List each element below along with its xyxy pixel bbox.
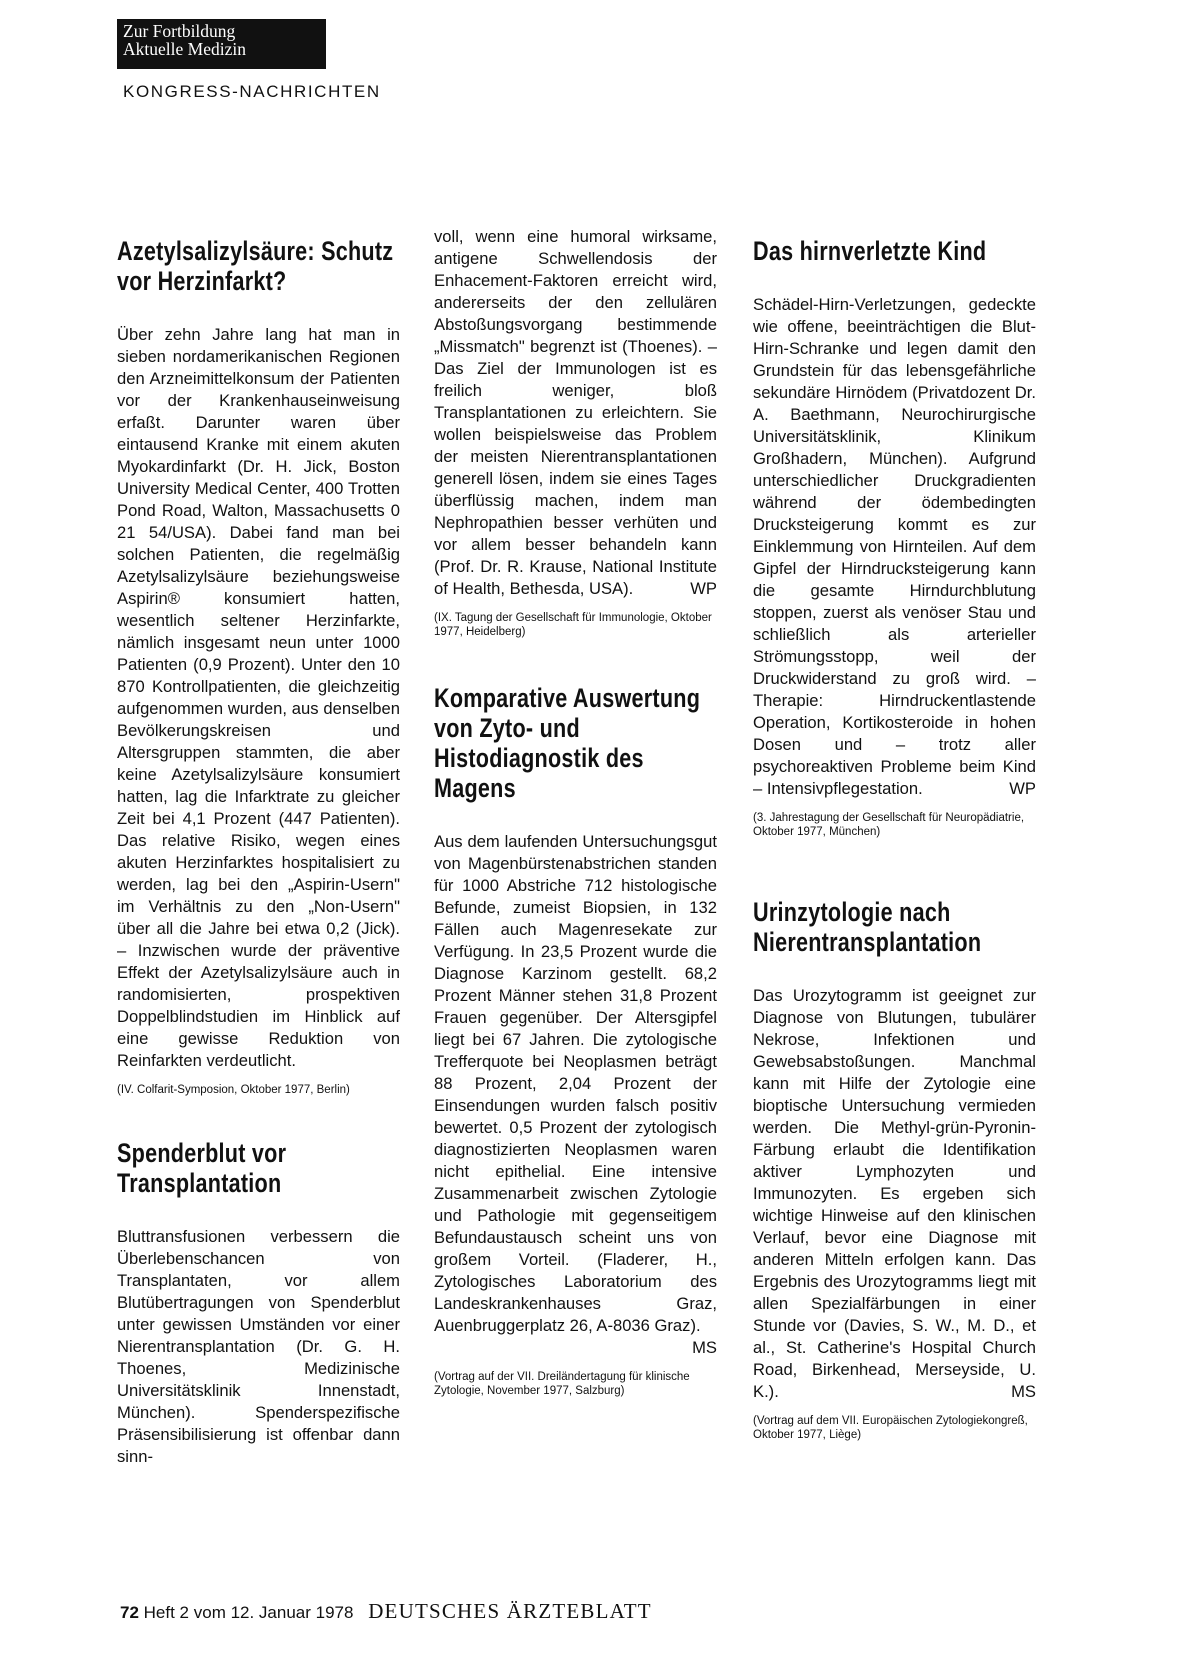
article-title-spenderblut: Spenderblut vor Transplantation — [117, 1137, 287, 1198]
article-title-hirnverletzt: Das hirnverletzte Kind — [753, 236, 987, 266]
author-signature: MS — [692, 1338, 717, 1357]
page-number: 72 — [120, 1603, 139, 1622]
article-source-hirnverletzt: (3. Jahrestagung der Gesellschaft für Neuropädiatrie, Oktober 1977, München) — [753, 812, 1025, 838]
journal-name: DEUTSCHES ÄRZTEBLATT — [368, 1599, 652, 1623]
column-2 — [434, 226, 717, 1398]
badge-line-1: Zur Fortbildung — [123, 21, 236, 41]
author-signature: WP — [1009, 779, 1036, 798]
page-footer — [120, 1599, 652, 1624]
article-body-hirnverletzt: Schädel-Hirn-Verletzungen, gedeckte wie offene, beeinträchtigen die Blut-Hirn-Schranke und legen damit den Grundstein für das lebensgefährliche sekundäre Hirnödem (Privatdozent Dr. A. Baethmann, Neurochirurgische Universitätsklinik, Klinikum Großhadern, München). Aufgrund unterschiedlicher Druckgradienten während der ödembedingten Drucksteigerung kommt es zur Einklemmung von Hirnteilen. Auf dem Gipfel der Hirndrucksteigerung kann die gesamte Hirndurchblutung stoppen, zuerst als venöser Stau und schließlich als arterieller Strömungsstopp, weil der Druckwiderstand zu groß wird. – Therapie: Hirndruckentlastende Operation, Kortikosteroide in hohen Dosen und – trotz aller psychoreaktiven Probleme beim Kind – Intensivpflegestation. WP — [753, 295, 1036, 798]
article-body-magen: Aus dem laufenden Untersuchungsgut von Magenbürstenabstrichen standen für 1000 Abstriche 712 histologische Befunde, zumeist Biopsien, in 132 Fällen auch Magenresekate zur Verfügung. In 23,5 Prozent wurde die Diagnose Karzinom gestellt. 68,2 Prozent Männer stehen 31,8 Prozent Frauen gegenüber. Der Altersgipfel liegt bei 67 Jahren. Die zytologische Trefferquote bei Neoplasmen beträgt 88 Prozent, 2,04 Prozent der Einsendungen wurden falsch positiv bewertet. 0,5 Prozent der zytologisch diagnostizierten Neoplasmen waren nicht epithelial. Eine intensive Zusammenarbeit zwischen Zytologie und Pathologie mit gegenseitigem Befundaustausch scheint uns von großem Vorteil. (Fladerer, H., Zytologisches Laboratorium des Landeskrankenhauses Graz, Auenbruggerplatz 26, A-8036 Graz). MS — [434, 832, 717, 1357]
article-source-urinzytologie: (Vortrag auf dem VII. Europäischen Zytologiekongreß, Oktober 1977, Liège) — [753, 1415, 1028, 1441]
category-badge — [117, 19, 326, 69]
column-3 — [753, 236, 1036, 1442]
article-source-magen: (Vortrag auf der VII. Dreiländertagung für klinische Zytologie, November 1977, Salzburg) — [434, 1371, 690, 1397]
article-title-urinzytologie: Urinzytologie nach Nierentransplantation — [753, 897, 982, 957]
badge-line-2: Aktuelle Medizin — [123, 39, 246, 59]
author-signature: WP — [690, 579, 717, 598]
section-heading: KONGRESS-NACHRICHTEN — [123, 82, 381, 101]
author-signature: MS — [1011, 1382, 1036, 1401]
article-body-spenderblut: Bluttransfusionen verbessern die Überlebenschancen von Transplantaten, vor allem Blutübertragungen von Spenderblut unter gewissen Umständen vor einer Nierentransplantation (Dr. G. H. Thoenes, Medizinische Universitätsklinik Innenstadt, München). Spenderspezifische Präsensibilisierung ist offenbar dann sinn- — [117, 1226, 400, 1466]
issue-info: Heft 2 vom 12. Januar 1978 — [143, 1603, 354, 1622]
article-body-aspirin: Über zehn Jahre lang hat man in sieben nordamerikanischen Regionen den Arzneimittelkonsum der Patienten vor der Krankenhauseinweisung erfaßt. Darunter waren über eintausend Kranke mit einem akuten Myokardinfarkt (Dr. H. Jick, Boston University Medical Center, 400 Trotten Pond Road, Walton, Massachusetts 0 21 54/USA). Dabei fand man bei solchen Patienten, die regelmäßig Azetylsalizylsäure beziehungsweise Aspirin® konsumiert hatten, wesentlich seltener Herzinfarkte, nämlich insgesamt neun unter 1000 Patienten (0,9 Prozent). Unter den 10 870 Kontrollpatienten, die gleichzeitig aufgenommen wurden, aus denselben Bevölkerungskreisen und Altersgruppen stammten, die aber keine Azetylsalizylsäure konsumiert hatten, lag die Infarktrate zu gleicher Zeit bei 4,1 Prozent (447 Patienten). Das relative Risiko, wegen eines akuten Herzinfarktes hospitalisiert zu werden, lag bei den „Aspirin-Usern" im Verhältnis zu den „Non-Usern" über all die Jahre bei etwa 0,2 (Jick). – Inzwischen wurde der präventive Effekt der Azetylsalizylsäure auch in randomisierten, prospektiven Doppelblindstudien im Hinblick auf eine gewisse Reduktion von Reinfarkten verdeutlicht. — [117, 325, 400, 1070]
article-title-aspirin: Azetylsalizylsäure: Schutz vor Herzinfarkt? — [117, 236, 394, 296]
article-source-aspirin: (IV. Colfarit-Symposion, Oktober 1977, Berlin) — [117, 1084, 350, 1096]
article-source-spenderblut: (IX. Tagung der Gesellschaft für Immunologie, Oktober 1977, Heidelberg) — [434, 612, 712, 638]
article-body-spenderblut-continued: voll, wenn eine humoral wirksame, antigene Schwellendosis der Enhacement-Faktoren erreicht wird, andererseits der den zellulären Abstoßungsvorgang bestimmende „Missmatch" begrenzt ist (Thoenes). – Das Ziel der Immunologen ist es freilich weniger, bloß Transplantationen zu erleichtern. Sie wollen beispielsweise das Problem der meisten Nierentransplantationen generell lösen, indem sie eines Tages überflüssig machen, indem man Nephropathien besser verhüten und vor allem besser behandeln kann (Prof. Dr. R. Krause, National Institute of Health, Bethesda, USA). WP — [434, 227, 717, 598]
article-title-magen: Komparative Auswertung von Zyto- und Histodiagnostik des Magens — [434, 683, 701, 803]
column-1 — [117, 236, 400, 1468]
article-body-urinzytologie: Das Urozytogramm ist geeignet zur Diagnose von Blutungen, tubulärer Nekrose, Infektionen und Gewebsabstoßungen. Manchmal kann mit Hilfe der Zytologie eine bioptische Untersuchung vermieden werden. Die Methyl-grün-Pyronin-Färbung erlaubt die Identifikation aktiver Lymphozyten und Immunozyten. Es ergeben sich wichtige Hinweise auf den klinischen Verlauf, bevor eine Diagnose mit anderen Mitteln erfolgen kann. Das Ergebnis des Urozytogramms liegt mit allen Spezialfärbungen in einer Stunde vor (Davies, S. W., M. D., et al., St. Catherine's Hospital Church Road, Birkenhead, Merseyside, U. K.). MS — [753, 986, 1036, 1401]
